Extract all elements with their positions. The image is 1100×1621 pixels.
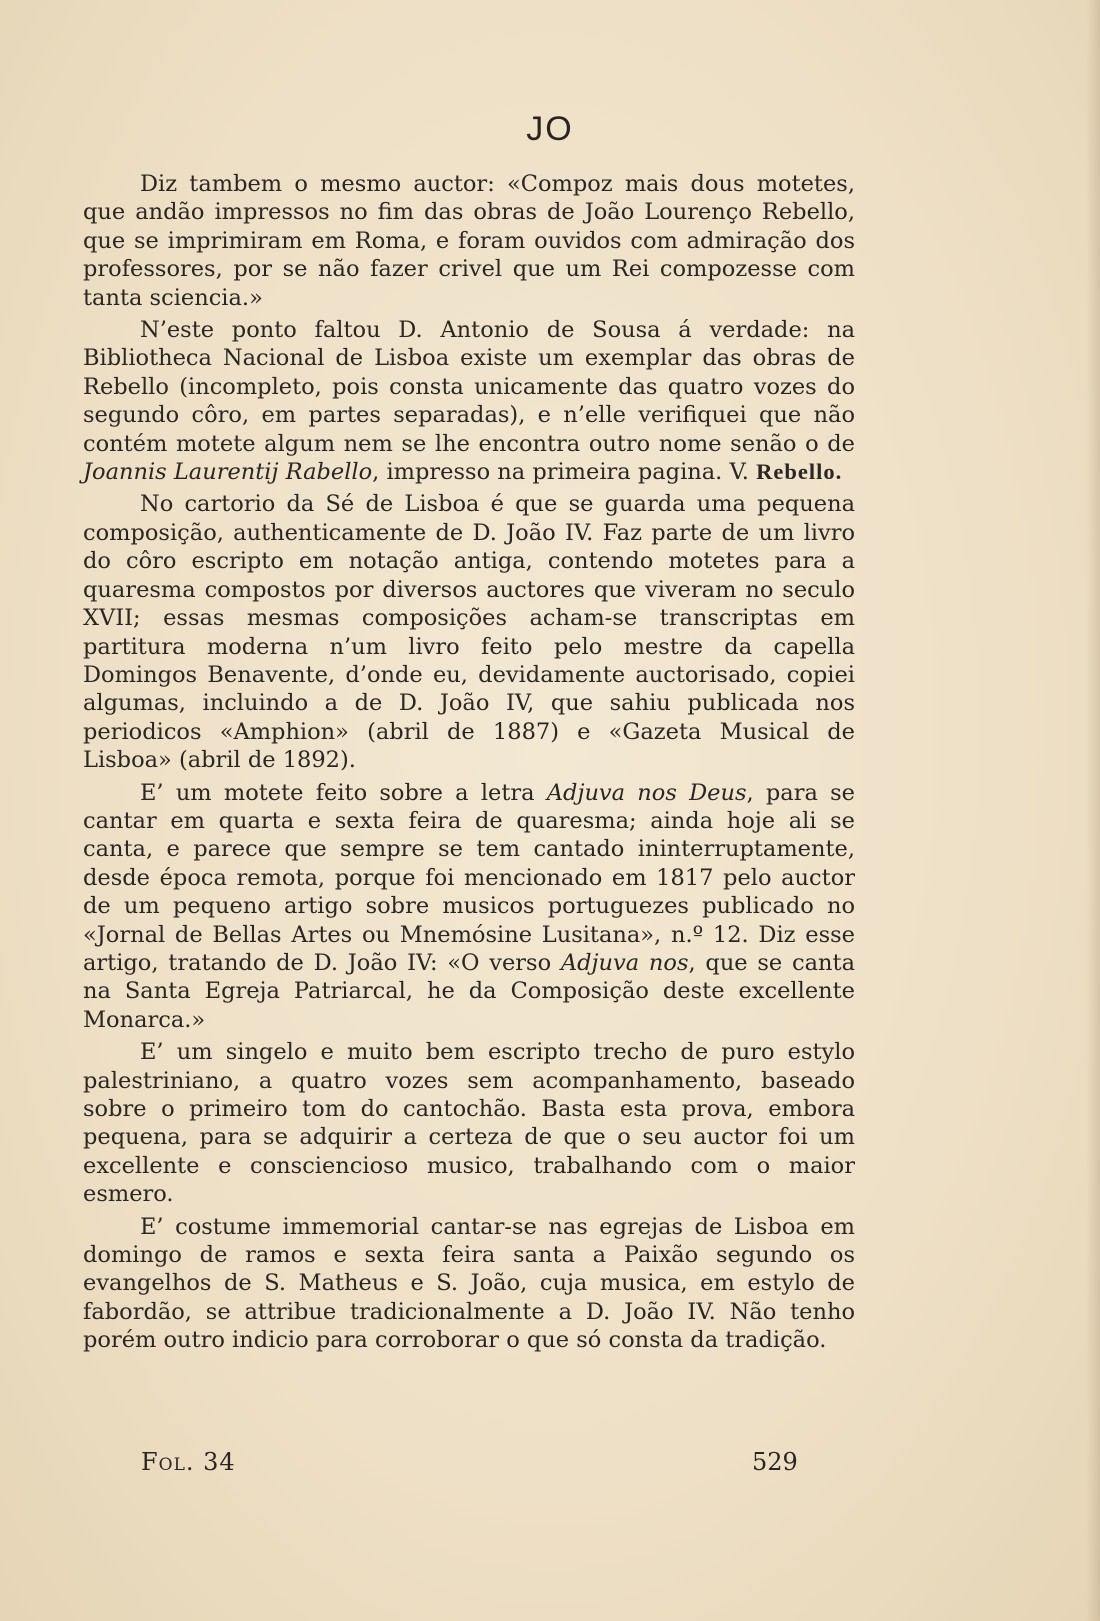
paragraph-text: E’ costume immemorial cantar-se nas egrejas de Lisboa em domingo de ramos e sexta feira santa a Paixão segundo os evangelhos de S. Matheus e S. João, cuja musica, em estylo de fabordão, se attribue tradicionalmente a D. João IV. Não tenho porém outro indicio para corroborar o que só consta da tradição.: [83, 1213, 855, 1354]
paragraph-text: E’ um motete feito sobre a letra: [140, 779, 547, 806]
signature-mark: Fol. 34: [141, 1448, 236, 1476]
paragraph: [83, 779, 855, 1035]
italic-title: Adjuva nos: [560, 949, 689, 976]
cross-reference: Rebello.: [756, 459, 843, 485]
paragraph: [83, 1038, 855, 1208]
paragraph-text: , que se canta na Santa Egreja Patriarcal, he da Composição deste excellente Monarca.»: [83, 949, 855, 1033]
paragraph-text: E’ um singelo e muito bem escripto trecho de puro estylo palestriniano, a quatro vozes sem acompanhamento, baseado sobre o primeiro tom do cantochão. Basta esta prova, embora pequena, para se adquirir a certeza de que o seu auctor foi um excellente e consciencioso musico, trabalhando com o maior esmero.: [83, 1039, 855, 1208]
paragraph-text: , impresso na primeira pagina. V.: [372, 459, 757, 486]
running-head: JO: [526, 110, 574, 148]
paragraph-text: No cartorio da Sé de Lisboa é que se guarda uma pequena composição, authenticamente de D. João IV. Faz parte de um livro do côro escripto em notação antiga, contendo motetes para a quaresma compostos por diversos auctores que viveram no seculo XVII; essas mesmas composições acham-se transcriptas em partitura moderna n’um livro feito pelo mestre da capella Domingos Benavente, d’onde eu, devidamente auctorisado, copiei algumas, incluindo a de D. João IV, que sahiu publicada nos periodicos «Amphion» (abril de 1887) e «Gazeta Musical de Lisboa» (abril de 1892).: [83, 491, 855, 774]
page-edge-shadow: [1086, 0, 1100, 1621]
italic-title: Adjuva nos Deus: [546, 779, 747, 806]
paragraph: [83, 490, 855, 774]
body-text: [83, 170, 855, 1359]
paragraph: [83, 1213, 855, 1355]
paragraph-text: , para se cantar em quarta e sexta feira de quaresma; ainda hoje ali se canta, e parece que sempre se tem cantado ininterruptamente, desde época remota, porque foi mencionado em 1817 pelo auctor de um pequeno artigo sobre musicos portuguezes publicado no «Jornal de Bellas Artes ou Mnemósine Lusitana», n.º 12. Diz esse artigo, tratando de D. João IV: «O verso: [83, 779, 855, 976]
paragraph-text: N’este ponto faltou D. Antonio de Sousa á verdade: na Bibliotheca Nacional de Lisboa existe um exemplar das obras de Rebello (incompleto, pois consta unicamente das quatro vozes do segundo côro, em partes separadas), e n’elle verifiquei que não contém motete algum nem se lhe encontra outro nome senão o de: [83, 317, 855, 457]
paragraph-text: Diz tambem o mesmo auctor: «Compoz mais dous motetes, que andão impressos no fim das obras de João Lourenço Rebello, que se imprimiram em Roma, e foram ouvidos com admiração dos professores, por se não fazer crivel que um Rei compozesse com tanta sciencia.»: [83, 171, 855, 311]
page-footer: [0, 1448, 1100, 1488]
paragraph: [83, 170, 855, 312]
italic-title: Joannis Laurentij Rabello: [83, 459, 373, 486]
paragraph: [83, 316, 855, 486]
page-number: 529: [752, 1448, 798, 1476]
